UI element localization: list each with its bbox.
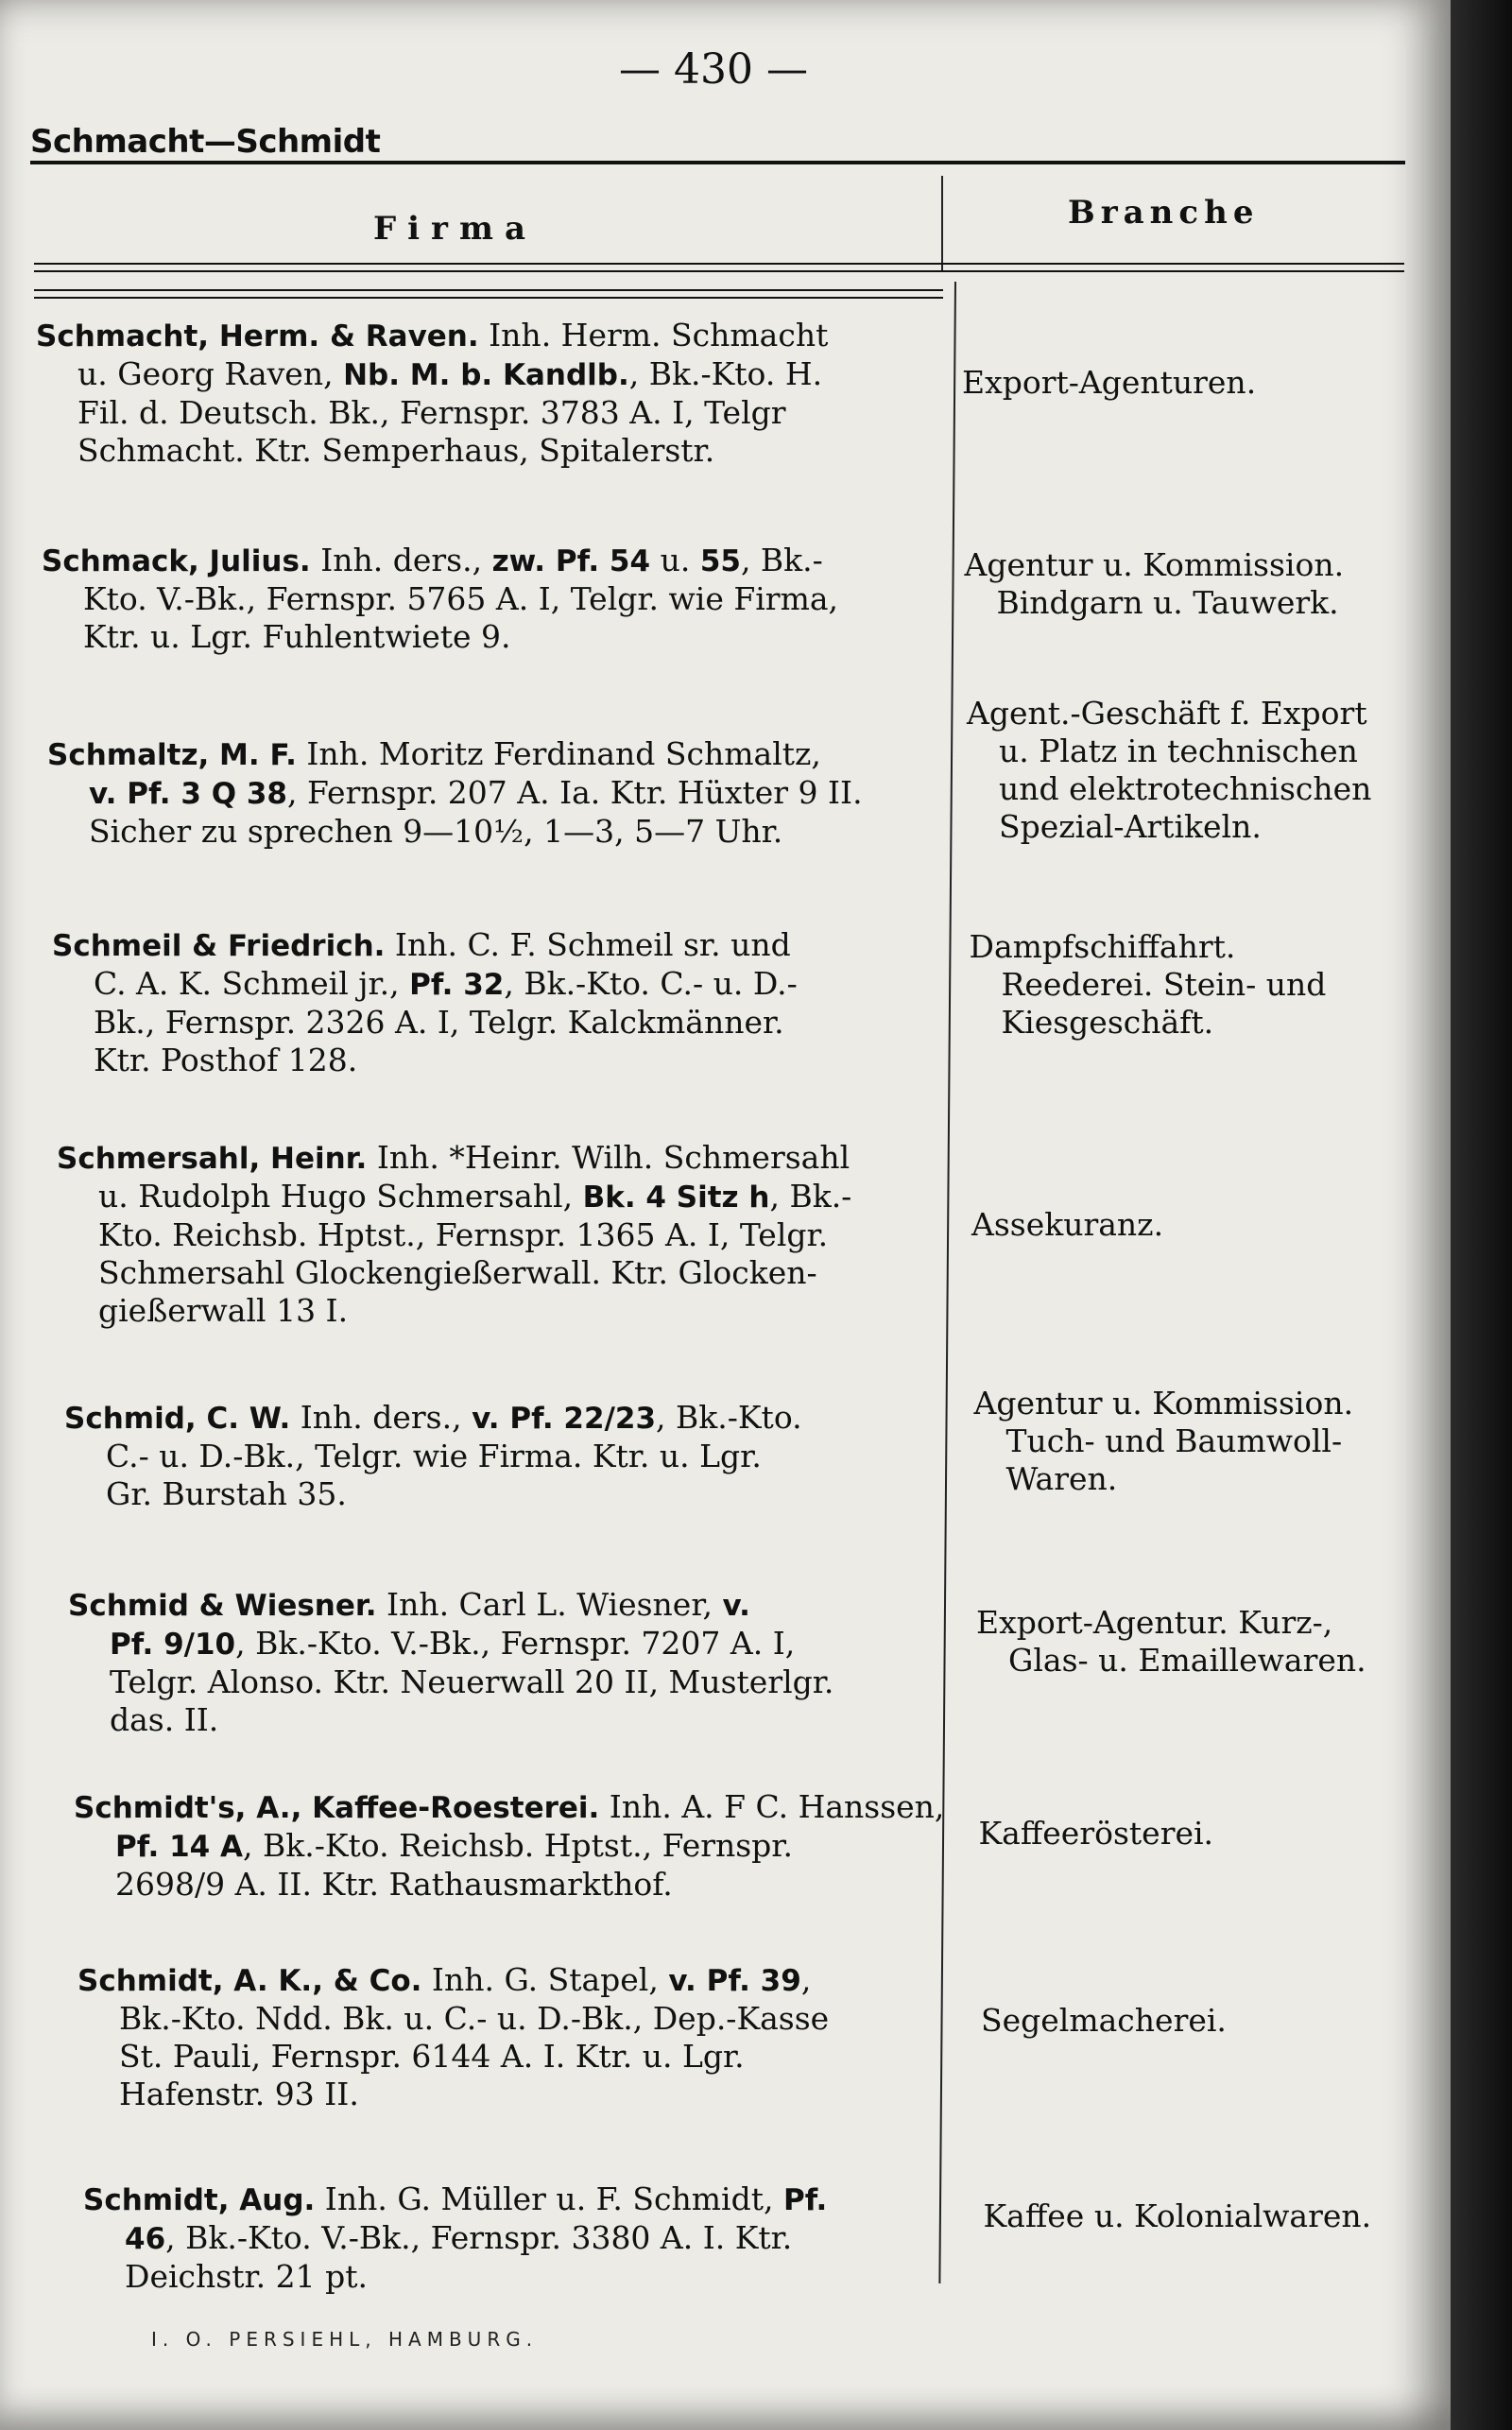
entry-text: , Bk.-Kto. (656, 1399, 802, 1436)
postbox-reference: v. Pf. 3 Q 38 (89, 777, 287, 811)
branche-text (962, 364, 1444, 402)
entry-line (57, 1292, 988, 1330)
entry-text: u. Georg Raven, (77, 355, 344, 392)
directory-entry (68, 1586, 999, 1739)
postbox-reference: zw. Pf. 54 (491, 544, 651, 578)
directory-entry (42, 542, 972, 656)
postbox-reference: v. Pf. 22/23 (472, 1402, 657, 1436)
directory-entry (52, 926, 983, 1079)
branche-line: Agent.-Geschäft f. Export (967, 695, 1367, 732)
entry-text: , Bk.-Kto. V.-Bk., Fernspr. 7207 A. I, (235, 1625, 796, 1662)
entry-line (52, 926, 983, 965)
entry-text: , Bk.-Kto. C.- u. D.- (504, 965, 798, 1002)
entry-text: Inh. *Heinr. Wilh. Schmersahl (367, 1139, 850, 1176)
postbox-reference: 55 (699, 544, 741, 578)
entry-text: C.- u. D.-Bk., Telgr. wie Firma. Ktr. u. Lgr. (106, 1438, 762, 1474)
entry-line (52, 1042, 983, 1079)
branche-line: Agentur u. Kommission. (973, 1385, 1354, 1422)
branche-line: Waren. (1005, 1460, 1118, 1497)
entry-text: Inh. G. Müller u. F. Schmidt, (315, 2180, 783, 2217)
left-column-rule-1 (34, 289, 943, 291)
entry-text: Bk.-Kto. Ndd. Bk. u. C.- u. D.-Bk., Dep.-Kasse (119, 2000, 830, 2037)
entry-line (52, 965, 983, 1004)
entry-text: u. (650, 542, 700, 578)
entry-text: Sicher zu sprechen 9—10½, 1—3, 5—7 Uhr. (89, 813, 783, 850)
firm-name: Schmacht, Herm. & Raven. (36, 319, 479, 353)
entry-line (47, 735, 978, 774)
entry-line (36, 317, 967, 355)
directory-entry (57, 1139, 988, 1330)
entry-line (83, 2258, 1014, 2296)
entry-line (36, 355, 967, 394)
entry-line (68, 1701, 999, 1739)
entry-line (57, 1254, 988, 1292)
entry-line (64, 1399, 995, 1438)
branche-line: Glas- u. Emaillewaren. (1008, 1642, 1366, 1679)
branche-line: Assekuranz. (971, 1206, 1164, 1243)
entry-line (47, 774, 978, 813)
entry-text: , Bk.- (769, 1178, 852, 1215)
branche-text (979, 1815, 1461, 1853)
entry-line (77, 2076, 1008, 2113)
entry-line (36, 432, 967, 470)
column-header-branche: Branche (1068, 194, 1260, 232)
entry-text: Ktr. u. Lgr. Fuhlentwiete 9. (83, 618, 511, 655)
entry-text: Kto. V.-Bk., Fernspr. 5765 A. I, Telgr. wie Firma, (83, 580, 839, 617)
branche-text (970, 928, 1452, 1042)
postbox-reference: Pf. 9/10 (110, 1628, 236, 1662)
entry-line (47, 813, 978, 851)
entry-text: , Bk.- (740, 542, 823, 578)
directory-entry (64, 1399, 995, 1513)
left-column-rule-2 (34, 297, 943, 299)
postbox-reference: 46 (125, 2222, 166, 2256)
entry-text: Inh. Carl L. Wiesner, (376, 1586, 723, 1623)
entry-line (52, 1004, 983, 1042)
entry-line (64, 1438, 995, 1475)
branche-line: Reederei. Stein- und (1001, 966, 1327, 1003)
page-number: — 430 — (619, 45, 808, 94)
entry-line (42, 618, 972, 656)
branche-text (974, 1385, 1456, 1498)
entry-text: Gr. Burstah 35. (106, 1475, 347, 1512)
postbox-reference: Nb. M. b. Kandlb. (343, 358, 629, 392)
branche-text (984, 2197, 1466, 2235)
firm-name: Schmaltz, M. F. (47, 738, 297, 772)
entry-text: Schmacht. Ktr. Semperhaus, Spitalerstr. (77, 432, 715, 469)
entry-text: C. A. K. Schmeil jr., (94, 965, 410, 1002)
postbox-reference: Pf. 32 (409, 968, 505, 1002)
entry-line (74, 1788, 1005, 1827)
entry-line (57, 1216, 988, 1254)
branche-line: Kiesgeschäft. (1001, 1004, 1214, 1041)
branche-text (981, 2002, 1463, 2040)
column-header-firma: Firma (373, 210, 537, 248)
firm-name: Schmid & Wiesner. (68, 1589, 377, 1623)
entry-line (77, 2038, 1008, 2076)
entry-text: Inh. Moritz Ferdinand Schmaltz, (296, 735, 821, 772)
entry-text: Bk., Fernspr. 2326 A. I, Telgr. Kalckmänner. (94, 1004, 784, 1041)
entry-line (36, 394, 967, 432)
entry-text: Inh. G. Stapel, (421, 1961, 669, 1998)
entry-text: Inh. Herm. Schmacht (478, 317, 829, 353)
directory-entry (36, 317, 967, 470)
branche-line: Bindgarn u. Tauwerk. (996, 584, 1339, 621)
directory-entry (74, 1788, 1005, 1904)
entry-text: , Bk.-Kto. Reichsb. Hptst., Fernspr. (243, 1827, 793, 1864)
firm-name: Schmack, Julius. (42, 544, 311, 578)
firm-name: Schmidt, A. K., & Co. (77, 1964, 422, 1998)
entry-text: , Bk.-Kto. V.-Bk., Fernspr. 3380 A. I. Ktr. (165, 2219, 793, 2256)
branche-line: Spezial-Artikeln. (999, 808, 1262, 845)
branche-line: Segelmacherei. (981, 2002, 1227, 2039)
entry-text: Fil. d. Deutsch. Bk., Fernspr. 3783 A. I, Telgr (77, 394, 786, 431)
entry-line (74, 1866, 1005, 1904)
directory-entry (77, 1961, 1008, 2113)
branche-text (976, 1604, 1458, 1680)
firm-name: Schmid, C. W. (64, 1402, 291, 1436)
entry-text: Inh. C. F. Schmeil sr. und (385, 926, 791, 963)
entry-line (77, 2000, 1008, 2038)
firm-name: Schmidt's, A., Kaffee-Roesterei. (74, 1791, 600, 1825)
postbox-reference: v. Pf. 39 (668, 1964, 801, 1998)
column-divider-header (941, 176, 943, 270)
book-spine-shadow (1451, 0, 1512, 2430)
entry-text: , Fernspr. 207 A. Ia. Ktr. Hüxter 9 II. (286, 774, 863, 811)
entry-text: Deichstr. 21 pt. (125, 2258, 368, 2295)
firm-name: Schmidt, Aug. (83, 2183, 316, 2217)
firm-name: Schmeil & Friedrich. (52, 929, 386, 963)
entry-line (77, 1961, 1008, 2000)
firm-name: Schmersahl, Heinr. (57, 1142, 368, 1176)
header-rule-double-1 (34, 263, 1404, 265)
entry-text: Kto. Reichsb. Hptst., Fernspr. 1365 A. I, Telgr. (98, 1216, 829, 1253)
entry-text: Schmersahl Glockengießerwall. Ktr. Glocken- (98, 1254, 817, 1291)
branche-line: Agentur u. Kommission. (964, 546, 1345, 583)
entry-line (68, 1625, 999, 1663)
entry-line (57, 1178, 988, 1216)
entry-line (83, 2219, 1014, 2258)
postbox-reference: v. (722, 1589, 750, 1623)
branche-line: Dampfschiffahrt. (969, 928, 1236, 965)
entry-text: Inh. ders., (310, 542, 492, 578)
branche-text (971, 1206, 1453, 1244)
branche-text (965, 546, 1447, 622)
branche-line: u. Platz in technischen (999, 732, 1358, 769)
branche-text (967, 695, 1449, 846)
branche-line: Kaffeerösterei. (978, 1815, 1214, 1852)
entry-line (42, 580, 972, 618)
entry-text: das. II. (110, 1701, 219, 1738)
entry-text: , (800, 1961, 812, 1998)
entry-line (68, 1586, 999, 1625)
entry-text: , Bk.-Kto. H. (628, 355, 823, 392)
header-rule-top (30, 161, 1405, 164)
branche-line: Export-Agentur. Kurz-, (976, 1604, 1333, 1641)
running-head: Schmacht—Schmidt (30, 123, 381, 161)
branche-line: Kaffee u. Kolonialwaren. (983, 2197, 1372, 2234)
entry-line (42, 542, 972, 580)
entry-line (68, 1663, 999, 1701)
entry-text: Hafenstr. 93 II. (119, 2076, 359, 2112)
entry-line (74, 1827, 1005, 1866)
entry-text: Inh. A. F C. Hanssen, (599, 1788, 945, 1825)
postbox-reference: Pf. 14 A (115, 1830, 244, 1864)
branche-line: Tuch- und Baumwoll- (1005, 1422, 1343, 1459)
entry-text: Telgr. Alonso. Ktr. Neuerwall 20 II, Musterlgr. (110, 1663, 834, 1700)
postbox-reference: Pf. (782, 2183, 828, 2217)
branche-line: und elektrotechnischen (999, 770, 1372, 807)
directory-entry (83, 2180, 1014, 2296)
entry-text: 2698/9 A. II. Ktr. Rathausmarkthof. (115, 1866, 673, 1903)
printer-imprint: I. O. PERSIEHL, HAMBURG. (151, 2328, 539, 2351)
entry-text: u. Rudolph Hugo Schmersahl, (98, 1178, 583, 1215)
branche-line: Export-Agenturen. (962, 364, 1257, 401)
entry-text: Ktr. Posthof 128. (94, 1042, 358, 1078)
entry-line (57, 1139, 988, 1178)
entry-text: Inh. ders., (290, 1399, 472, 1436)
postbox-reference: Bk. 4 Sitz h (582, 1181, 770, 1215)
entry-text: gießerwall 13 I. (98, 1292, 349, 1329)
header-rule-double-2 (34, 270, 1404, 272)
entry-line (64, 1475, 995, 1513)
directory-entry (47, 735, 978, 851)
entry-text: St. Pauli, Fernspr. 6144 A. I. Ktr. u. Lgr. (119, 2038, 745, 2075)
entry-line (83, 2180, 1014, 2219)
